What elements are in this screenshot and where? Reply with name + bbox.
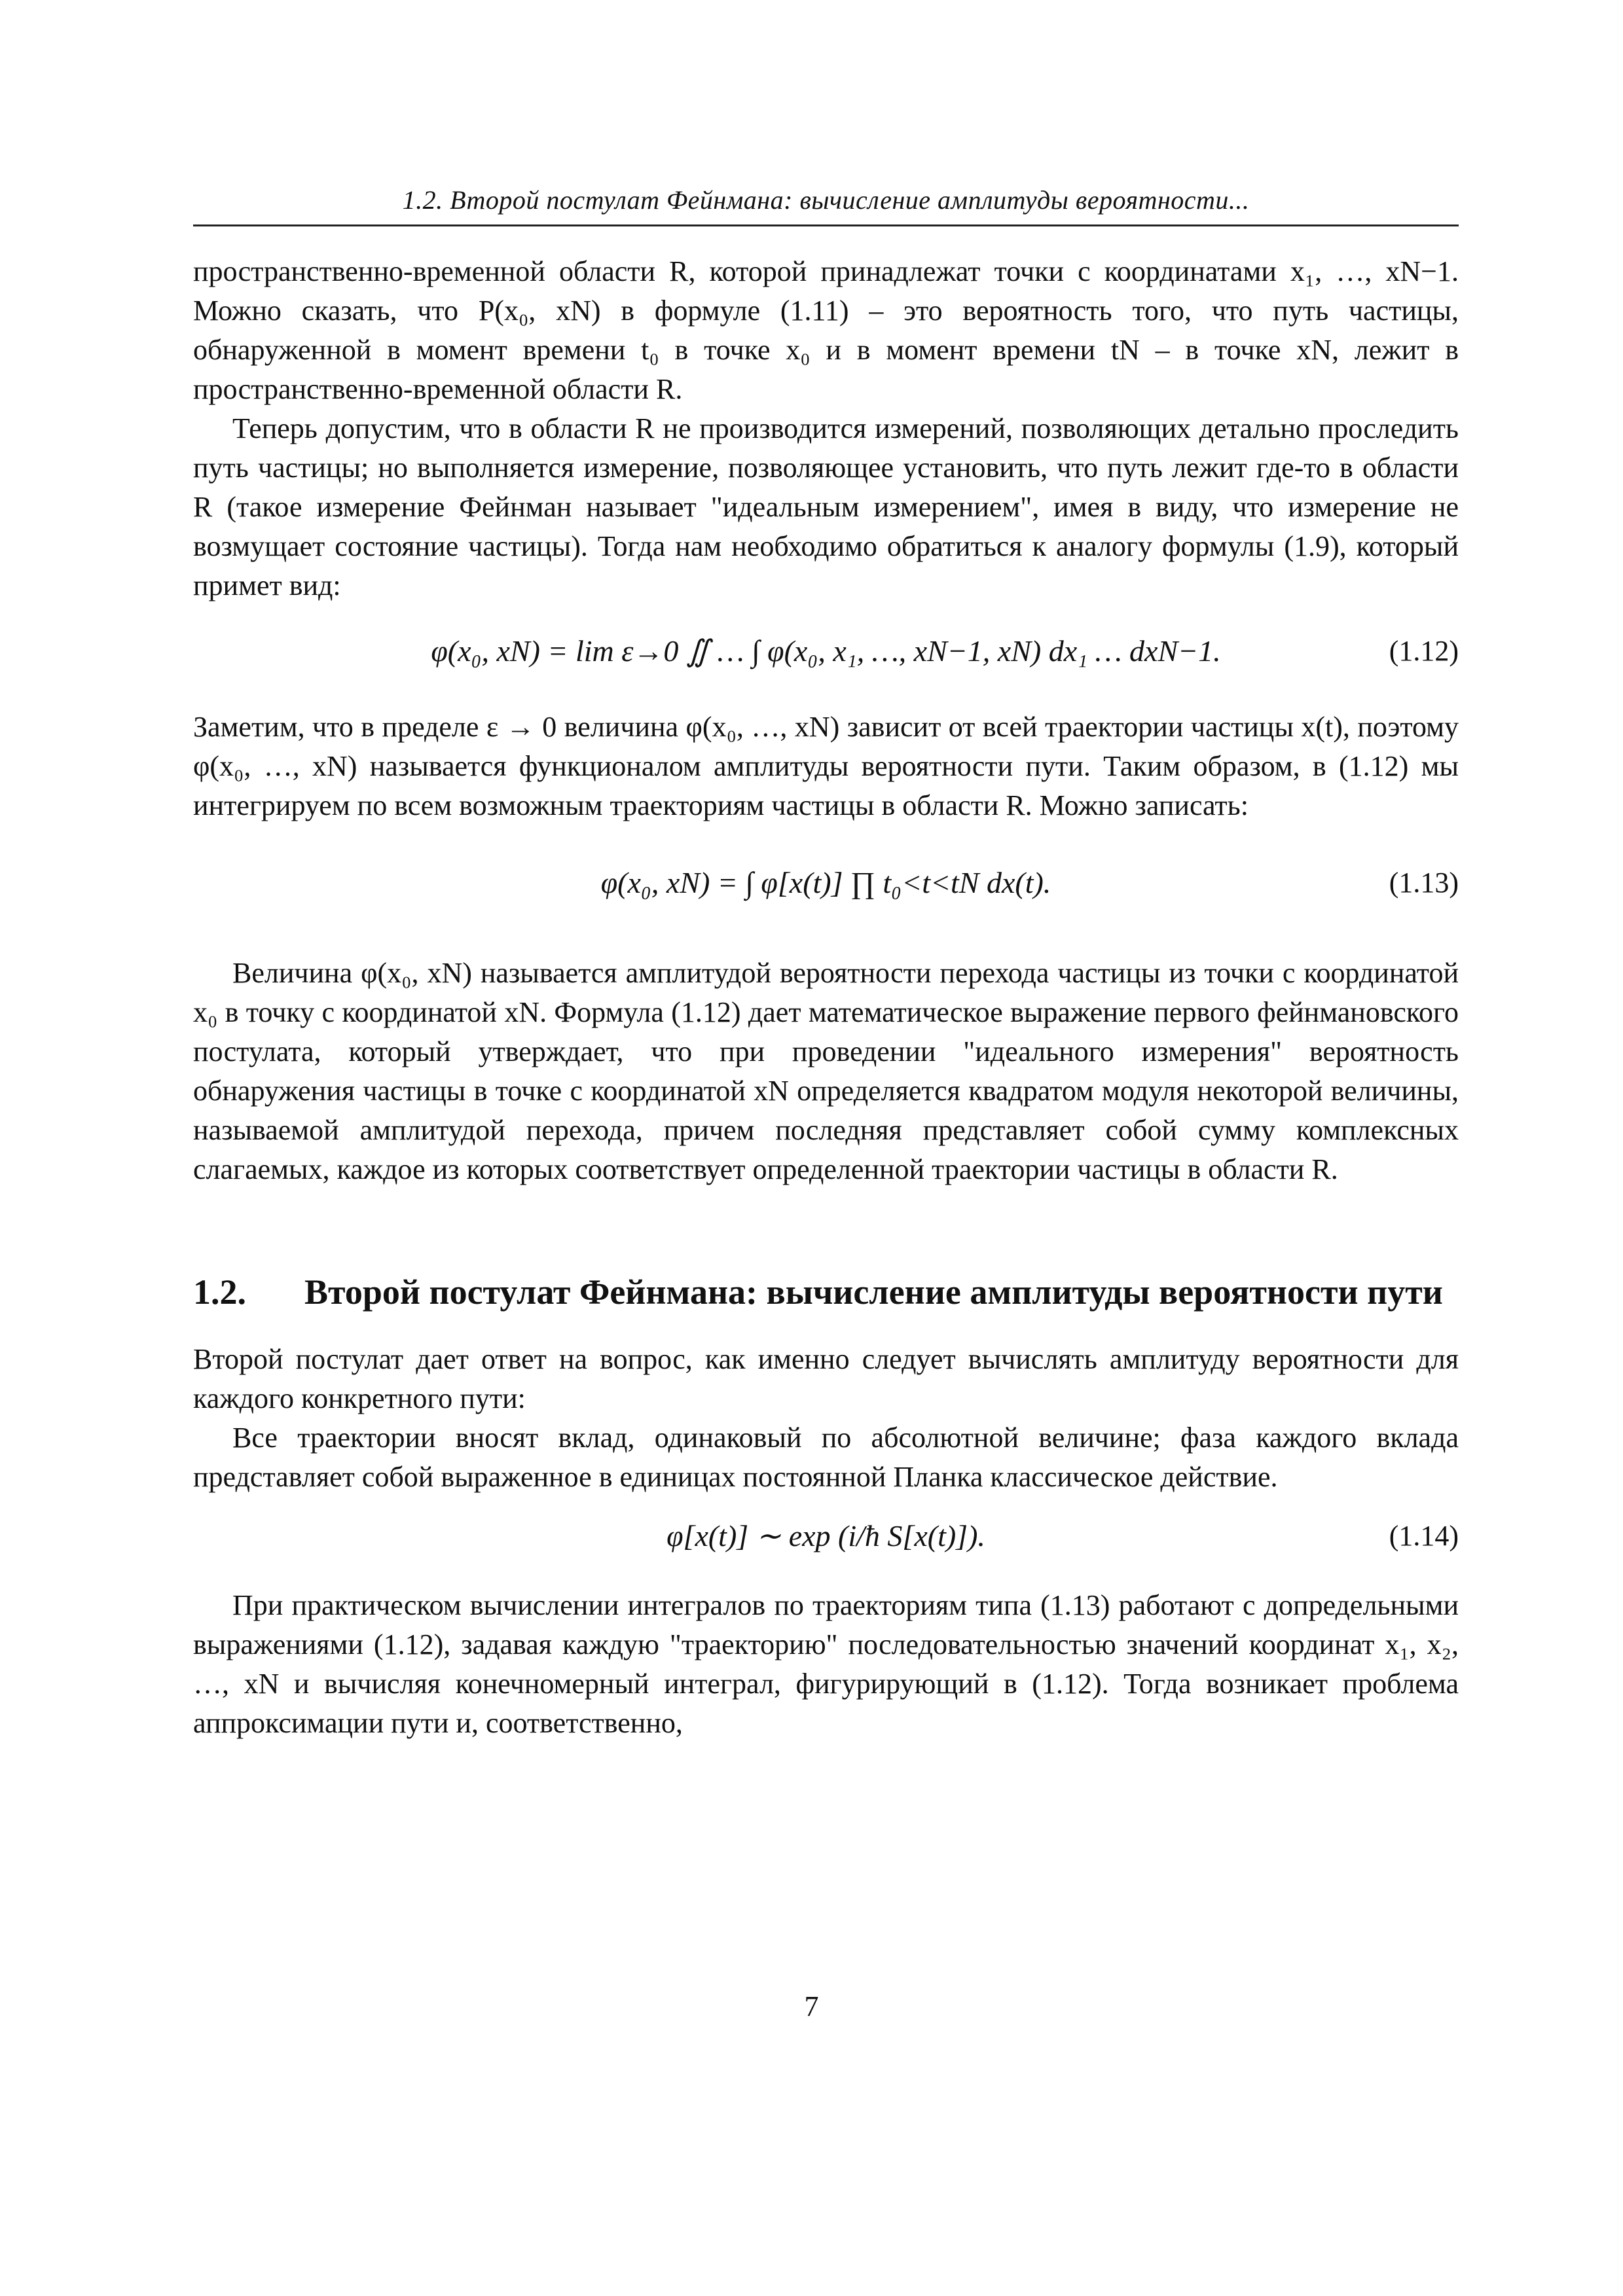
paragraph-6: Все траектории вносят вклад, одинаковый по абсолютной величине; фаза каждого вклада представляет собой выраженное в единицах постоянной Планка классическое действие. <box>193 1422 1459 1493</box>
section-heading <box>193 1268 1459 1316</box>
section-title: Второй постулат Фейнмана: вычисление амплитуды вероятности пути <box>304 1272 1443 1312</box>
paragraph-5: Второй постулат дает ответ на вопрос, как именно следует вычислять амплитуду вероятности для каждого конкретного пути: <box>193 1343 1459 1414</box>
paragraph-1: пространственно-временной области R, которой принадлежат точки с координатами x₁, …, xN−1. Можно сказать, что P(x₀, xN) в формуле (1.11) – это вероятность того, что путь частицы, обнаруженной в момент времени t₀ в точке x₀ и в момент времени tN – в точке xN, лежит в пространственно-временной области R. <box>193 255 1459 405</box>
paragraph-7: При практическом вычислении интегралов по траекториям типа (1.13) работают с допредельными выражениями (1.12), задавая каждую "траекторию" последовательностью значений координат x₁, x₂, …, xN и вычисляя конечномерный интеграл, фигурирующий в (1.12). Тогда возникает проблема аппроксимации пути и, соответственно, <box>193 1589 1459 1739</box>
paragraph-2: Теперь допустим, что в области R не производится измерений, позволяющих детально проследить путь частицы; но выполняется измерение, позволяющее установить, что путь лежит где-то в области R (такое измерение Фейнман называет "идеальным измерением", имея в виду, что измерение не возмущает состояние частицы). Тогда нам необходимо обратиться к аналогу формулы (1.9), который примет вид: <box>193 412 1459 601</box>
equation-1-12 <box>193 617 1459 696</box>
paragraph-3: Заметим, что в пределе ε → 0 величина φ(x₀, …, xN) зависит от всей траектории частицы x(t), поэтому φ(x₀, …, xN) называется функционалом амплитуды вероятности пути. Таким образом, в (1.12) мы интегрируем по всем возможным траекториям частицы в области R. Можно записать: <box>193 711 1459 821</box>
page-body <box>193 252 1459 1743</box>
equation-1-13-number: (1.13) <box>1389 867 1459 899</box>
equation-1-12-formula: φ(x₀, xN) = lim ε→0 ∬ … ∫ φ(x₀, x₁, …, xN−1, xN) dx₁ … dxN−1. <box>431 634 1221 668</box>
page-number: 7 <box>804 1990 819 2022</box>
paragraph-4: Величина φ(x₀, xN) называется амплитудой вероятности перехода частицы из точки с координатой x₀ в точку с координатой xN. Формула (1.12) дает математическое выражение первого фейнмановского постулата, который утверждает, что при проведении "идеального измерения" вероятность обнаружения частицы в точке с координатой xN определяется квадратом модуля некоторой величины, называемой амплитудой перехода, причем последняя представляет собой сумму комплексных слагаемых, каждое из которых соответствует определенной траектории частицы в области R. <box>193 957 1459 1185</box>
equation-1-13-formula: φ(x₀, xN) = ∫ φ[x(t)] ∏ t₀<t<tN dx(t). <box>600 866 1051 899</box>
running-head: 1.2. Второй постулат Фейнмана: вычисление амплитуды вероятности... <box>402 185 1250 215</box>
equation-1-14 <box>193 1499 1459 1571</box>
header-rule <box>193 224 1459 226</box>
equation-1-12-number: (1.12) <box>1389 635 1459 667</box>
equation-1-14-number: (1.14) <box>1389 1520 1459 1552</box>
section-number: 1.2. <box>193 1272 246 1312</box>
equation-1-14-formula: φ[x(t)] ∼ exp (i/ħ S[x(t)]). <box>666 1519 985 1552</box>
equation-1-13 <box>193 837 1459 942</box>
